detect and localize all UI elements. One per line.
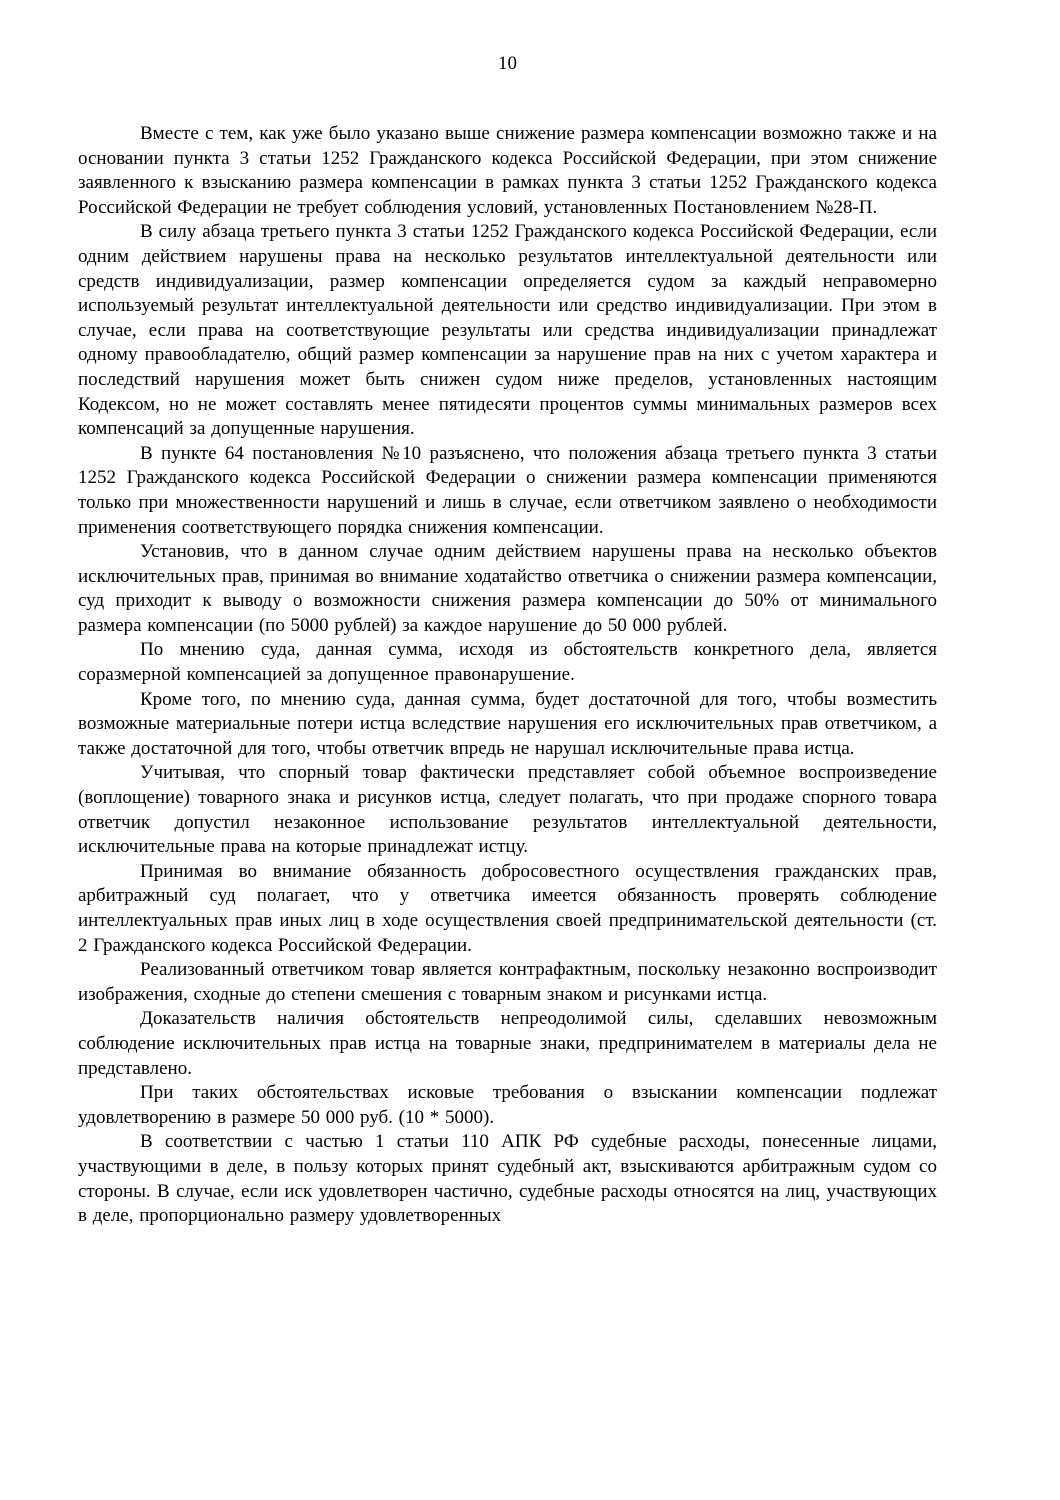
page-number: 10 <box>498 53 517 74</box>
paragraph-12: В соответствии с частью 1 статьи 110 АПК РФ судебные расходы, понесенные лицами, участвующими в деле, в пользу которых принят судебный акт, взыскиваются арбитражным судом со стороны. В случае, если иск удовлетворен частично, судебные расходы относятся на лиц, участвующих в деле, пропорционально размеру удовлетворенных <box>78 1131 937 1227</box>
paragraph-05: По мнению суда, данная сумма, исходя из обстоятельств конкретного дела, является соразмерной компенсацией за допущенное правонарушение. <box>78 639 937 686</box>
paragraph-03: В пункте 64 постановления №10 разъяснено, что положения абзаца третьего пункта 3 статьи 1252 Гражданского кодекса Российской Федерации о снижении размера компенсации применяются только при множественности нарушений и лишь в случае, если ответчиком заявлено о необходимости применения соответствующего порядка снижения компенсации. <box>78 442 937 538</box>
paragraph-01: Вместе с тем, как уже было указано выше снижение размера компенсации возможно также и на основании пункта 3 статьи 1252 Гражданского кодекса Российской Федерации, при этом снижение заявленного к взысканию размера компенсации в рамках пункта 3 статьи 1252 Гражданского кодекса Российской Федерации не требует соблюдения условий, установленных Постановлением №28-П. <box>78 123 937 218</box>
document-body <box>78 122 937 1229</box>
paragraph-04: Установив, что в данном случае одним действием нарушены права на несколько объектов исключительных прав, принимая во внимание ходатайство ответчика о снижении размера компенсации, суд приходит к выводу о возможности снижения размера компенсации до 50% от минимального размера компенсации (по 5000 рублей) за каждое нарушение до 50 000 рублей. <box>78 541 937 636</box>
paragraph-02: В силу абзаца третьего пункта 3 статьи 1252 Гражданского кодекса Российской Федерации, если одним действием нарушены права на несколько результатов интеллектуальной деятельности или средств индивидуализации, размер компенсации определяется судом за каждый неправомерно используемый результат интеллектуальной деятельности или средство индивидуализации. При этом в случае, если права на соответствующие результаты или средства индивидуализации принадлежат одному правообладателю, общий размер компенсации за нарушение прав на них с учетом характера и последствий нарушения может быть снижен судом ниже пределов, установленных настоящим Кодексом, но не может составлять менее пятидесяти процентов суммы минимальных размеров всех компенсаций за допущенные нарушения. <box>78 221 937 440</box>
paragraph-11: При таких обстоятельствах исковые требования о взыскании компенсации подлежат удовлетворению в размере 50 000 руб. (10 * 5000). <box>78 1082 937 1128</box>
paragraph-08: Принимая во внимание обязанность добросовестного осуществления гражданских прав, арбитражный суд полагает, что у ответчика имеется обязанность проверять соблюдение интеллектуальных прав иных лиц в ходе осуществления своей предпринимательской деятельности (ст. 2 Гражданского кодекса Российской Федерации. <box>78 860 937 956</box>
paragraph-10: Доказательств наличия обстоятельств непреодолимой силы, сделавших невозможным соблюдение исключительных прав истца на товарные знаки, предпринимателем в материалы дела не представлено. <box>78 1008 937 1079</box>
page-content <box>78 52 937 1229</box>
paragraph-07: Учитывая, что спорный товар фактически представляет собой объемное воспроизведение (воплощение) товарного знака и рисунков истца, следует полагать, что при продаже спорного товара ответчик допустил незаконное использование результатов интеллектуальной деятельности, исключительные права на которые принадлежат истцу. <box>78 762 937 858</box>
paragraph-09: Реализованный ответчиком товар является контрафактным, поскольку незаконно воспроизводит изображения, сходные до степени смешения с товарным знаком и рисунками истца. <box>78 959 937 1005</box>
paragraph-06: Кроме того, по мнению суда, данная сумма, будет достаточной для того, чтобы возместить возможные материальные потери истца вследствие нарушения его исключительных прав ответчиком, а также достаточной для того, чтобы ответчик впредь не нарушал исключительные права истца. <box>78 688 937 759</box>
